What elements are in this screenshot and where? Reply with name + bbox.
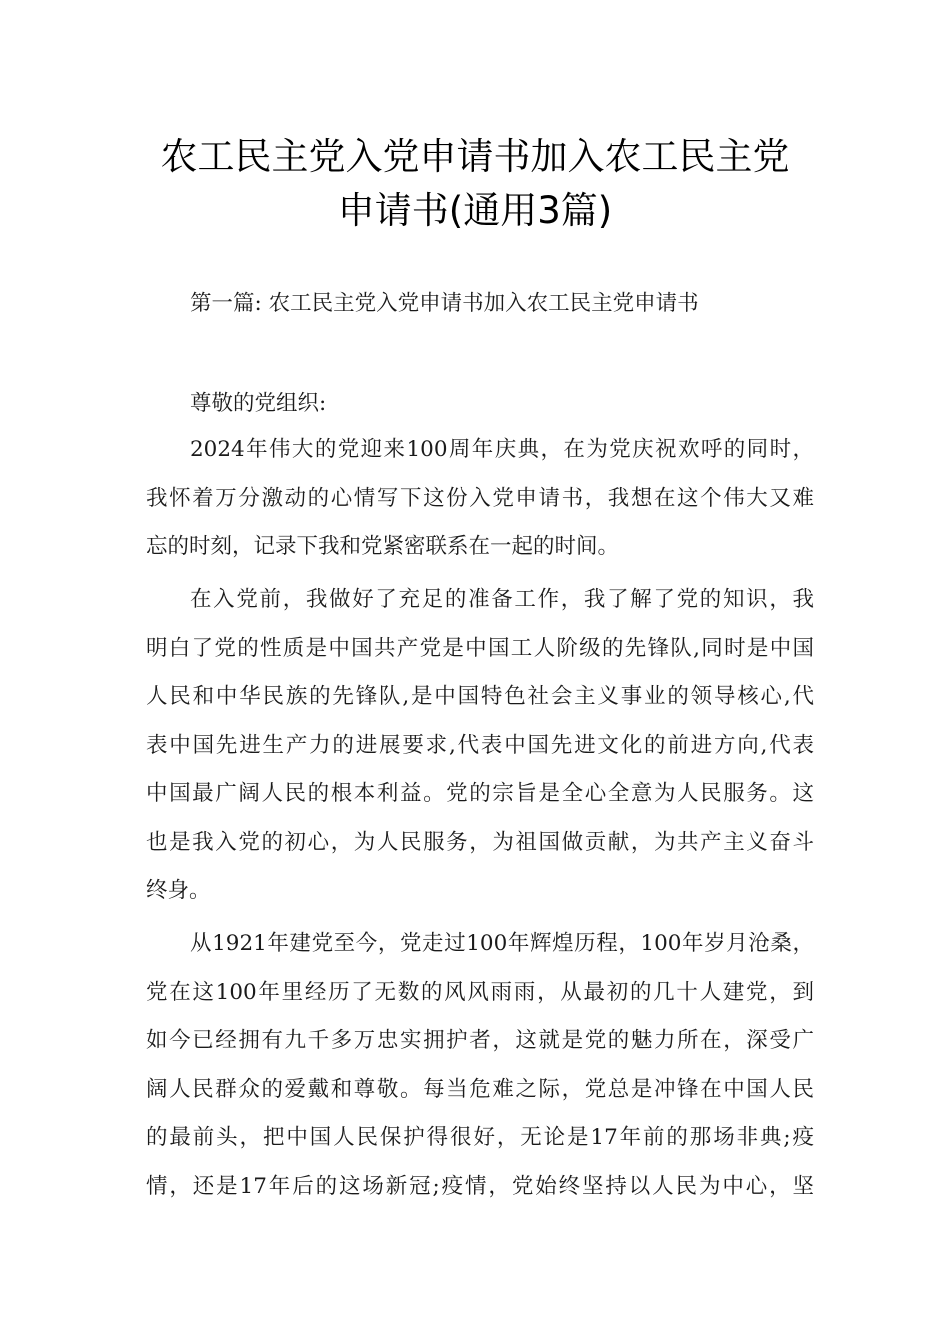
paragraph-line: 表中国先进生产力的进展要求,代表中国先进文化的前进方向,代表 (146, 732, 814, 758)
paragraph-line: 2024年伟大的党迎来100周年庆典，在为党庆祝欢呼的同时， (190, 437, 814, 462)
salutation: 尊敬的党组织: (190, 391, 327, 416)
paragraph-line: 我怀着万分激动的心情写下这份入党申请书，我想在这个伟大又难 (146, 485, 814, 511)
paragraph-line: 人民和中华民族的先锋队,是中国特色社会主义事业的领导核心,代 (146, 684, 814, 709)
paragraph-line: 明白了党的性质是中国共产党是中国工人阶级的先锋队,同时是中国 (146, 635, 814, 661)
paragraph-line: 终身。 (146, 878, 211, 903)
paragraph-line: 阔人民群众的爱戴和尊敬。每当危难之际，党总是冲锋在中国人民 (146, 1076, 814, 1102)
paragraph-line: 也是我入党的初心，为人民服务，为祖国做贡献，为共产主义奋斗 (146, 829, 814, 855)
section-heading: 第一篇: 农工民主党入党申请书加入农工民主党申请书 (190, 291, 699, 316)
paragraph-line: 忘的时刻，记录下我和党紧密联系在一起的时间。 (146, 534, 620, 559)
paragraph-line: 情，还是17年后的这场新冠;疫情，党始终坚持以人民为中心，坚 (146, 1173, 814, 1199)
paragraph-1 (146, 426, 814, 572)
document-title-line-2: 申请书(通用3篇) (337, 189, 613, 232)
paragraph-line: 从1921年建党至今，党走过100年辉煌历程，100年岁月沧桑， (190, 931, 814, 956)
paragraph-line: 党在这100年里经历了无数的风风雨雨，从最初的几十人建党，到 (146, 979, 814, 1005)
paragraph-line: 如今已经拥有九千多万忠实拥护者，这就是党的魅力所在，深受广 (146, 1028, 814, 1053)
paragraph-line: 中国最广阔人民的根本利益。党的宗旨是全心全意为人民服务。这 (146, 781, 814, 806)
paragraph-line: 在入党前，我做好了充足的准备工作，我了解了党的知识，我 (190, 587, 814, 612)
document-title-line-1: 农工民主党入党申请书加入农工民主党 (160, 135, 790, 178)
paragraph-line: 的最前头，把中国人民保护得很好，无论是17年前的那场非典;疫 (146, 1125, 814, 1150)
paragraph-2 (146, 576, 814, 916)
paragraph-3 (146, 920, 814, 1211)
